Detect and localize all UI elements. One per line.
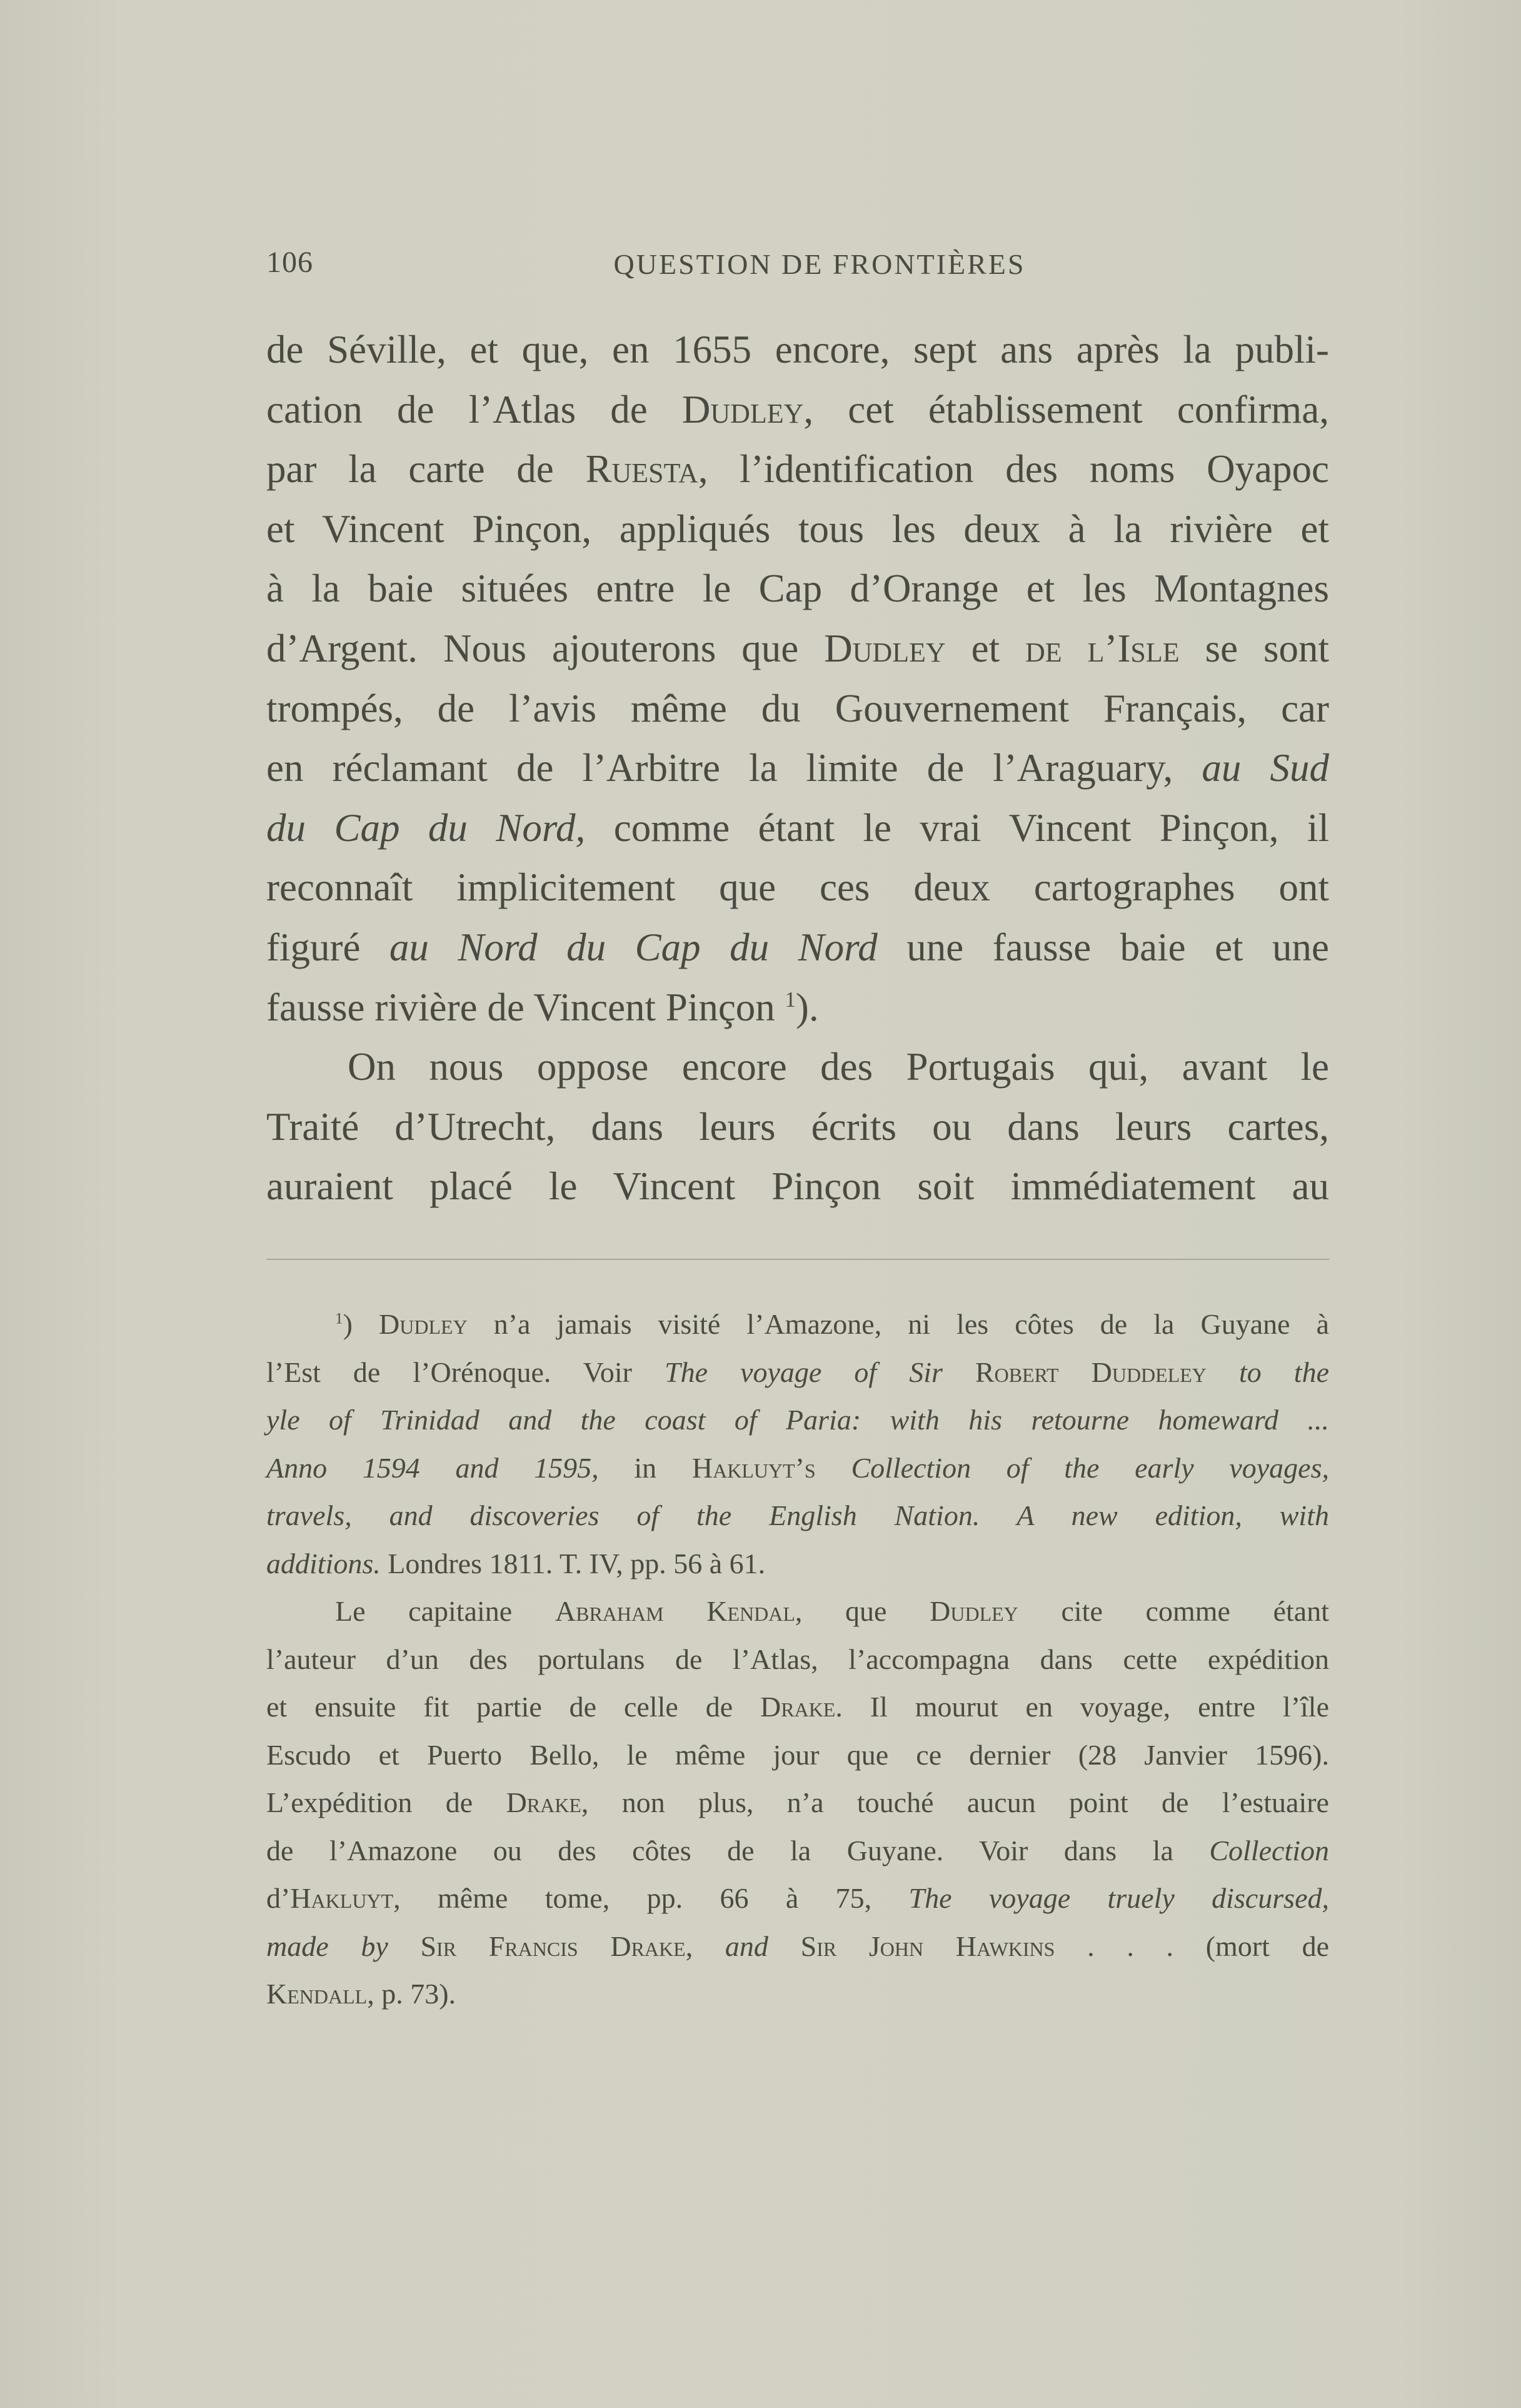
text-line [266, 619, 1329, 679]
text-line [266, 798, 1329, 859]
footnote-divider [266, 1259, 1329, 1260]
emphasis: made by [266, 1930, 388, 1962]
text-run: cation de l’Atlas de [266, 387, 682, 431]
text-line [266, 440, 1329, 500]
author-name: Dudley [379, 1308, 468, 1340]
author-name: Dudley [930, 1595, 1018, 1627]
footnote-line [266, 1827, 1329, 1875]
text-run: . . . (mort de [1055, 1930, 1330, 1962]
emphasis: yle of Trinidad and the coast of Paria: with his retourne homeward ... [266, 1404, 1329, 1436]
text-run: comme étant le vrai Vincent Pinçon, il [585, 805, 1329, 850]
author-name: Drake [760, 1691, 836, 1723]
text-run: Londres 1811. T. IV, pp. 56 à 61. [380, 1547, 766, 1579]
page-number: 106 [266, 246, 313, 279]
text-line [266, 858, 1329, 918]
author-name: Hakluyt [290, 1882, 394, 1914]
footnote-number: 1 [335, 1309, 343, 1327]
text-run: , cet établissement confirma, [803, 387, 1329, 431]
text-run: l’Est de l’Orénoque. Voir [266, 1356, 665, 1388]
text-run [388, 1930, 421, 1962]
author-name: de l’Isle [1025, 626, 1180, 670]
footnote-line [266, 1301, 1329, 1349]
footnote-line [266, 1923, 1329, 1971]
emphasis: au Sud [1202, 746, 1330, 790]
author-name: Kendall [266, 1978, 368, 2010]
text-run: , non plus, n’a touché aucun point de l’estuaire [581, 1786, 1329, 1818]
footnote-line [266, 1540, 1329, 1588]
text-run: par la carte de [266, 447, 586, 491]
text-line [266, 1037, 1329, 1097]
text-run: une fausse baie et une [877, 925, 1329, 969]
running-title: QUESTION DE FRONTIÈRES [613, 248, 1026, 280]
footnote-line [266, 1492, 1329, 1540]
text-run: à la baie situées entre le Cap d’Orange et les Montagnes [266, 567, 1329, 611]
footnote-line [266, 1970, 1329, 2018]
text-run: et Vincent Pinçon, appliqués tous les deux à la rivière et [266, 506, 1329, 551]
author-name: Drake [506, 1786, 581, 1818]
text-run: On nous oppose encore des Portugais qui, avant le [348, 1045, 1329, 1089]
text-run [1207, 1356, 1239, 1388]
footnote-line [266, 1731, 1329, 1780]
author-name: Sir Francis Drake [420, 1930, 686, 1962]
text-run: d’ [266, 1882, 291, 1914]
author-name: Dudley [681, 387, 804, 431]
text-run [943, 1356, 975, 1388]
text-run: L’expédition de [266, 1786, 506, 1818]
text-line [266, 1157, 1329, 1217]
text-run: l’auteur d’un des portulans de l’Atlas, l’accompagna dans cette expédition [266, 1643, 1329, 1675]
text-run: in [598, 1451, 692, 1484]
emphasis: Anno 1594 and 1595, [266, 1451, 599, 1484]
text-run: , l’identification des noms Oyapoc [698, 447, 1329, 491]
emphasis: The voyage of Sir [665, 1356, 943, 1388]
footnote-line [266, 1779, 1329, 1827]
page-header [266, 245, 1329, 289]
emphasis: Collection [1209, 1834, 1329, 1866]
footnote-line [266, 1683, 1329, 1731]
footnotes [266, 1301, 1329, 2018]
emphasis: Collection of the early voyages, [851, 1451, 1329, 1484]
text-line [266, 559, 1329, 619]
author-name: Sir John Hawkins [800, 1930, 1055, 1962]
footnote-line [266, 1396, 1329, 1444]
text-run: . Il mourut en voyage, entre l’île [835, 1691, 1329, 1723]
emphasis: au Nord du Cap du Nord [389, 925, 878, 969]
footnote-line [266, 1636, 1329, 1684]
text-run: Le capitaine [335, 1595, 555, 1627]
text-run: auraient placé le Vincent Pinçon soit immédiatement au [266, 1164, 1329, 1209]
text-run: , p. 73). [367, 1978, 456, 2010]
text-run [768, 1930, 801, 1962]
main-text [266, 320, 1329, 1217]
emphasis: du Cap du Nord, [266, 805, 586, 850]
text-line [266, 1097, 1329, 1157]
text-run: d’Argent. Nous ajouterons que [266, 626, 825, 670]
footnote-line [266, 1588, 1329, 1636]
text-line [266, 500, 1329, 560]
text-run: Traité d’Utrecht, dans leurs écrits ou dans leurs cartes, [266, 1104, 1329, 1149]
footnote-line [266, 1349, 1329, 1397]
text-run: fausse rivière de Vincent Pinçon [266, 985, 785, 1029]
author-name: Abraham Kendal [555, 1595, 795, 1627]
emphasis: and [725, 1930, 768, 1962]
text-run: , que [795, 1595, 930, 1627]
text-run: en réclamant de l’Arbitre la limite de l’Araguary, [266, 746, 1202, 790]
text-run: reconnaît implicitement que ces deux cartographes ont [266, 865, 1329, 910]
text-run: ) [343, 1308, 379, 1340]
author-name: Hakluyt’s [691, 1451, 816, 1484]
text-run: ). [795, 985, 819, 1029]
text-run: de Séville, et que, en 1655 encore, sept ans après la publi- [266, 328, 1329, 371]
text-line [266, 320, 1329, 380]
text-run: Escudo et Puerto Bello, le même jour que ce dernier (28 Janvier 1596). [266, 1738, 1329, 1771]
author-name: Dudley [824, 626, 946, 670]
text-run: trompés, de l’avis même du Gouvernement Français, car [266, 686, 1329, 730]
text-line [266, 380, 1329, 440]
emphasis: additions. [266, 1547, 381, 1579]
text-run: , [685, 1930, 725, 1962]
text-run: et ensuite fit partie de celle de [266, 1691, 761, 1723]
text-run [816, 1452, 851, 1484]
emphasis: The voyage truely discursed, [908, 1882, 1329, 1914]
text-line [266, 918, 1329, 978]
text-run: et [945, 626, 1026, 670]
emphasis: to the [1238, 1356, 1329, 1388]
text-run: se sont [1179, 626, 1329, 670]
footnote-line [266, 1444, 1329, 1493]
text-run: figuré [266, 925, 389, 969]
text-line [266, 978, 1329, 1038]
author-name: Ruesta [585, 447, 698, 491]
footnote-marker: 1 [785, 987, 796, 1012]
text-line [266, 679, 1329, 739]
text-run: , même tome, pp. 66 à 75, [393, 1882, 909, 1914]
text-run: cite comme étant [1018, 1595, 1329, 1627]
text-run: de l’Amazone ou des côtes de la Guyane. Voir dans la [266, 1834, 1210, 1866]
emphasis: travels, and discoveries of the English Nation. A new edition, with [266, 1499, 1329, 1531]
text-line [266, 738, 1329, 798]
text-run: n’a jamais visité l’Amazone, ni les côtes de la Guyane à [467, 1308, 1329, 1340]
author-name: Robert Duddeley [975, 1356, 1207, 1388]
footnote-line [266, 1875, 1329, 1923]
